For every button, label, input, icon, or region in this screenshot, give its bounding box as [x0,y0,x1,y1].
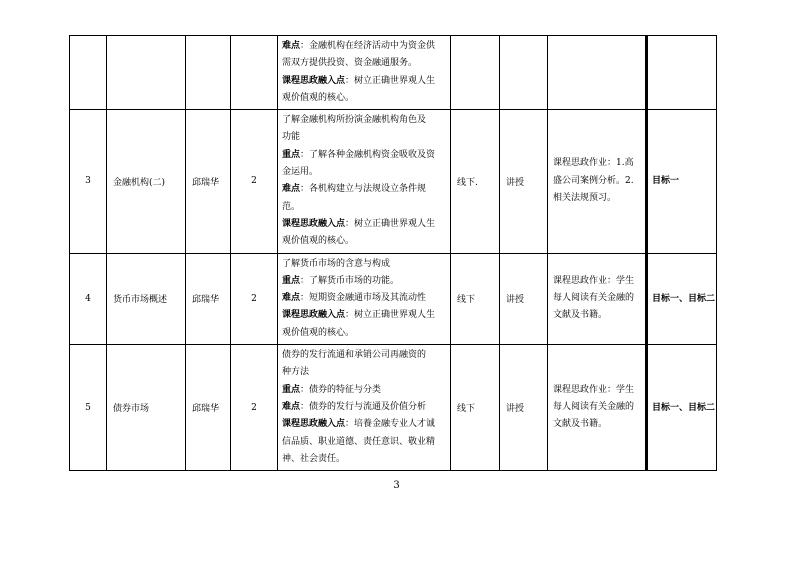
hours-cell: 2 [231,110,278,253]
content-cell [278,110,451,253]
content-text: 观价值观的核心。 [282,236,355,247]
table-row [70,253,717,344]
page-number: 3 [393,480,400,491]
content-line [282,233,446,250]
content-text: 信品质、职业道德、责任意识、敬业精 [282,436,436,447]
content-line [282,199,446,216]
content-text: ：树立正确世界观人生 [345,75,436,86]
content-line [282,325,446,342]
content-text: ：培養金融专业人才诚 [345,419,436,430]
content-line [282,147,446,164]
content-text: ：树立正确世界观人生 [345,218,436,229]
content-keyword: 课程思政融入点 [282,218,346,229]
teaching-method-cell [500,36,548,110]
homework-cell: 课程思政作业：1.高盛公司案例分析。2. 相关法规预习。 [548,110,647,253]
week-number-cell [70,36,107,110]
content-text: ：了解各种金融机构资金吸收及资 [300,149,436,160]
teacher-cell: 邱瑞华 [186,253,231,344]
week-number-cell: 3 [70,110,107,253]
content-text: ：债券的发行与流通及价值分析 [300,401,427,412]
content-text: ：各机构建立与法规设立条件规 [300,184,427,195]
content-text: ：了解货币市场的功能。 [300,275,400,286]
content-keyword: 难点 [282,184,301,195]
teaching-mode-cell: 线下 [451,345,500,471]
teaching-mode-cell: 线下. [451,110,500,253]
homework-cell: 课程思政作业：学生每人阅读有关金融的文献及书籍。 [548,253,647,344]
content-line [282,181,446,198]
content-text: ：金融机构在经济活动中为资金供 [300,41,436,51]
table-row [70,345,717,471]
teaching-method-cell: 讲授 [500,110,548,253]
hours-cell: 2 [231,345,278,471]
content-text: ：树立正确世界观人生 [345,310,436,321]
topic-cell: 货币市场概述 [107,253,186,344]
content-line [282,364,446,381]
course-goal-cell: 目标一、目标二 [647,345,717,471]
content-text: 观价值观的核心。 [282,92,355,103]
week-number-cell: 5 [70,345,107,471]
content-text: 需双方提供投资、资金融通服务。 [282,58,418,69]
content-text: 观价值观的核心。 [282,327,355,338]
course-goal-cell: 目标一 [647,110,717,253]
content-line [282,347,446,364]
teacher-cell: 邱瑞华 [186,345,231,471]
teaching-mode-cell: 线下 [451,253,500,344]
topic-cell [107,36,186,110]
content-keyword: 重点 [282,384,301,395]
content-line [282,73,446,90]
table-row [70,110,717,253]
content-keyword: 难点 [282,293,301,304]
content-keyword: 课程思政融入点 [282,419,346,430]
content-line [282,307,446,324]
content-line [282,112,446,129]
teaching-mode-cell [451,36,500,110]
teacher-cell [186,36,231,110]
content-text: 功能 [282,132,301,143]
content-text: 范。 [282,201,301,212]
content-keyword: 课程思政融入点 [282,310,346,321]
content-text: 债券的发行流通和承销公司再融资的 [282,350,427,361]
hours-cell: 2 [231,253,278,344]
content-text: 了解金融机构所扮演金融机构角色及 [282,115,427,126]
topic-cell: 债券市场 [107,345,186,471]
content-text: 金运用。 [282,167,319,178]
content-line [282,38,446,55]
content-line [282,164,446,181]
content-line [282,129,446,146]
homework-cell: 课程思政作业：学生每人阅读有关金融的文献及书籍。 [548,345,647,471]
content-keyword: 重点 [282,149,301,160]
homework-cell [548,36,647,110]
content-line [282,273,446,290]
content-keyword: 难点 [282,401,301,412]
content-keyword: 课程思政融入点 [282,75,346,86]
content-text: ：债券的特征与分类 [300,384,382,395]
week-number-cell: 4 [70,253,107,344]
content-line [282,434,446,451]
content-line [282,399,446,416]
course-goal-cell: 目标一、目标二 [647,253,717,344]
table-row [70,36,717,110]
content-line [282,90,446,107]
content-text: 神、社会责任。 [282,453,346,464]
content-text: 了解货币市场的含意与构成 [282,258,391,269]
content-line [282,416,446,433]
content-line [282,55,446,72]
teaching-method-cell: 讲授 [500,253,548,344]
content-cell [278,345,451,471]
course-goal-cell [647,36,717,110]
content-line [282,256,446,273]
content-text: ：短期资金融通市场及其流动性 [300,293,427,304]
teacher-cell: 邱瑞华 [186,110,231,253]
topic-cell: 金融机构(二) [107,110,186,253]
content-cell [278,253,451,344]
content-line [282,451,446,468]
hours-cell [231,36,278,110]
content-cell [278,36,451,110]
content-text: 种方法 [282,367,310,378]
course-schedule-table [69,35,717,471]
content-line [282,290,446,307]
content-line [282,216,446,233]
content-line [282,382,446,399]
content-keyword: 重点 [282,275,301,286]
teaching-method-cell: 讲授 [500,345,548,471]
content-keyword: 难点 [282,41,301,51]
